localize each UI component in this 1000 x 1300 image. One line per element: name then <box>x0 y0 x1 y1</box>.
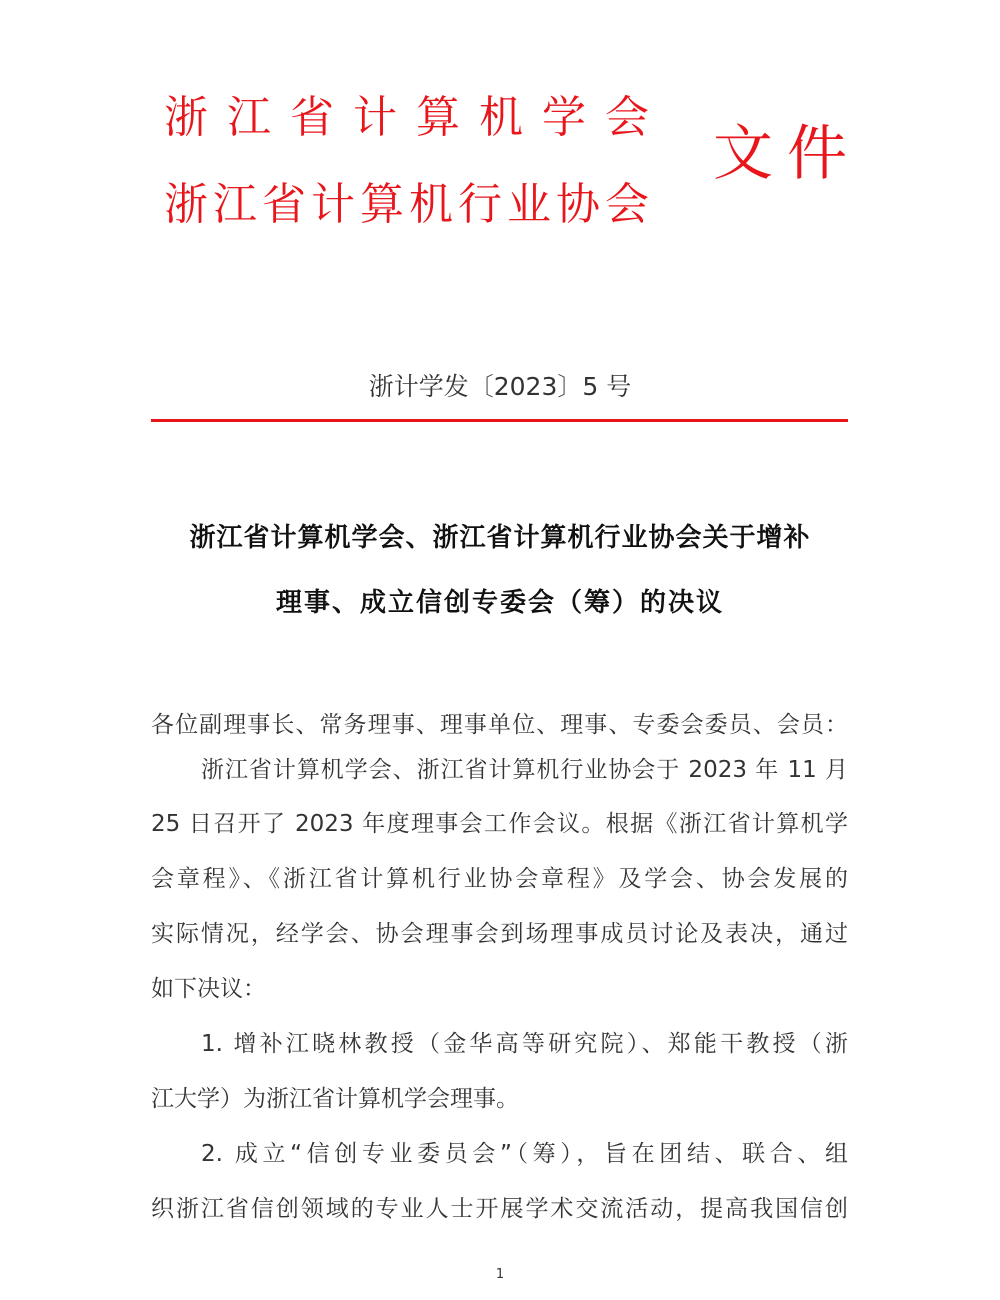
page-number: 1 <box>495 1267 505 1282</box>
red-divider-rule <box>151 419 848 422</box>
doc-type-label: 文件 <box>713 119 861 189</box>
document-title-line-1: 浙江省计算机学会、浙江省计算机行业协会关于增补 <box>189 523 811 553</box>
org-name-line-2: 浙江省计算机行业协会 <box>164 179 654 230</box>
salutation: 各位副理事长、常务理事、理事单位、理事、专委会委员、会员： <box>151 712 848 738</box>
body-line: 如下决议： <box>151 976 266 1002</box>
document-title-line-2: 理事、成立信创专委会（筹）的决议 <box>275 588 724 618</box>
body-line: 浙江省计算机学会、浙江省计算机行业协会于 2023 年 11 月 <box>201 757 848 783</box>
body-line: 2. 成立“信创专业委员会”（筹），旨在团结、联合、组 <box>201 1141 848 1167</box>
body-line: 江大学）为浙江省计算机学会理事。 <box>151 1086 519 1112</box>
body-line: 织浙江省信创领域的专业人士开展学术交流活动，提高我国信创 <box>151 1196 848 1222</box>
body-line: 会章程》、《浙江省计算机行业协会章程》及学会、协会发展的 <box>151 866 848 892</box>
document-number: 浙计学发〔2023〕5 号 <box>368 372 632 401</box>
body-line: 实际情况，经学会、协会理事会到场理事成员讨论及表决，通过 <box>151 921 848 947</box>
body-line: 1. 增补江晓林教授（金华高等研究院）、郑能干教授（浙 <box>201 1031 848 1057</box>
body-line: 25 日召开了 2023 年度理事会工作会议。根据《浙江省计算机学 <box>151 811 848 837</box>
org-name-line-1: 浙江省计算机学会 <box>164 92 668 143</box>
